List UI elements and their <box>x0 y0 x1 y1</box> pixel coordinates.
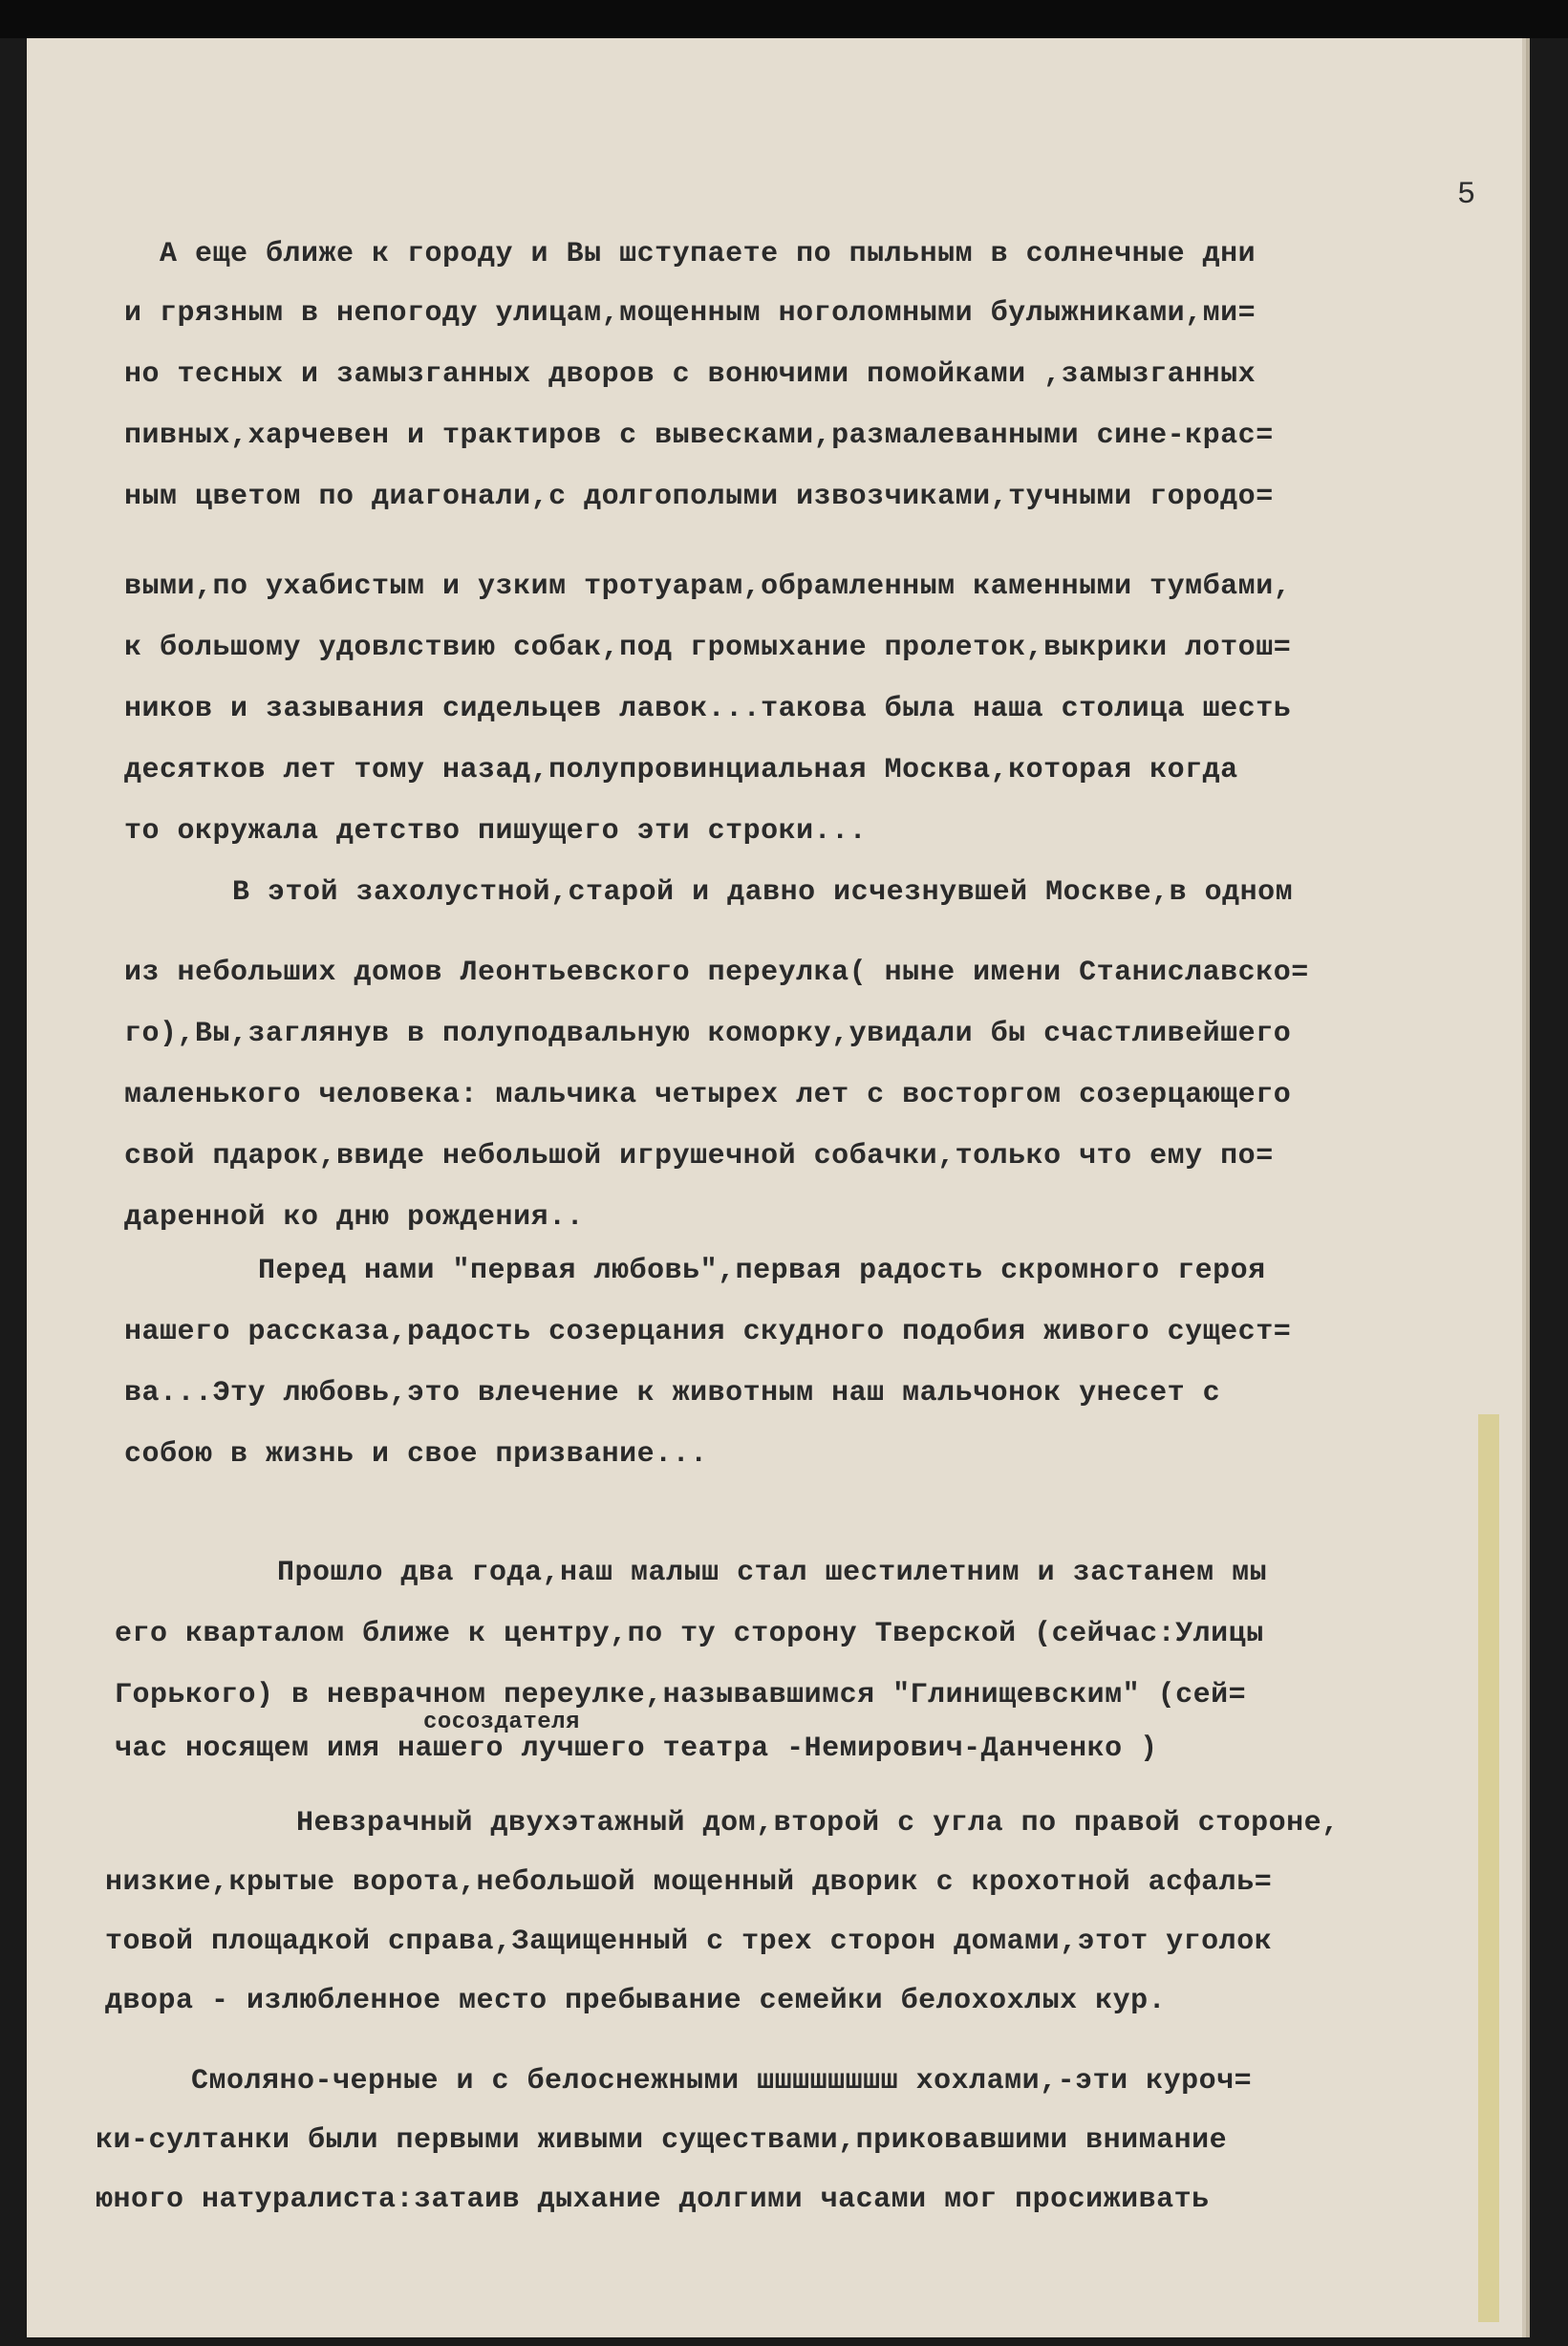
text-line: Смоляно-черные и с белоснежными шшшшшшшш хохлами,-эти куроч= <box>191 2065 1253 2098</box>
text-line: но тесных и замызганных дворов с вонючими помойками ,замызганных <box>124 358 1257 391</box>
text-line: свой пдарок,ввиде небольшой игрушечной собачки,только что ему по= <box>124 1140 1274 1173</box>
text-line: ным цветом по диагонали,с долгополыми извозчиками,тучными городо= <box>124 481 1274 513</box>
text-line: десятков лет тому назад,полупровинциальная Москва,которая когда <box>124 754 1238 786</box>
text-line: к большому удовлствию собак,под громыхание пролеток,выкрики лотош= <box>124 632 1292 664</box>
text-line: выми,по ухабистым и узким тротуарам,обрамленным каменными тумбами, <box>124 570 1292 603</box>
interlinear-insertion: сосоздателя <box>423 1710 580 1735</box>
text-line: товой площадкой справа,Защищенный с трех сторон домами,этот уголок <box>105 1926 1273 1958</box>
text-line: час носящем имя нашего лучшего театра -Немирович-Данченко ) <box>115 1733 1158 1765</box>
text-line: Прошло два года,наш малыш стал шестилетним и застанем мы <box>277 1557 1268 1589</box>
text-line: Невзрачный двухэтажный дом,второй с угла по правой стороне, <box>296 1807 1340 1840</box>
text-line: двора - излюбленное место пребывание семейки белохохлых кур. <box>105 1985 1167 2017</box>
text-line: ва...Эту любовь,это влечение к животным наш мальчонок унесет с <box>124 1377 1221 1410</box>
scanner-top-border <box>0 0 1568 38</box>
text-line: юного натуралиста:затаив дыхание долгими часами мог просиживать <box>96 2184 1210 2216</box>
text-line: Перед нами "первая любовь",первая радость скромного героя <box>258 1255 1266 1287</box>
text-line: даренной ко дню рождения.. <box>124 1201 585 1234</box>
page-edge-strip <box>1478 1414 1499 2322</box>
text-line: то окружала детство пишущего эти строки... <box>124 815 868 848</box>
text-line: Горького) в неврачном переулке,называвшимся "Глинищевским" (сей= <box>115 1679 1247 1711</box>
text-line: В этой захолустной,старой и давно исчезнувшей Москве,в одном <box>232 876 1294 909</box>
text-line: ников и зазывания сидельцев лавок...такова была наша столица шесть <box>124 693 1292 725</box>
text-line: собою в жизнь и свое призвание... <box>124 1438 708 1471</box>
text-line: го),Вы,заглянув в полуподвальную коморку,увидали бы счастливейшего <box>124 1018 1292 1050</box>
text-line: А еще ближе к городу и Вы шступаете по пыльным в солнечные дни <box>160 238 1257 270</box>
text-line: его кварталом ближе к центру,по ту сторону Тверской (сейчас:Улицы <box>115 1618 1264 1650</box>
text-line: и грязным в непогоду улицам,мощенным ноголомными булыжниками,ми= <box>124 297 1257 330</box>
text-line: нашего рассказа,радость созерцания скудного подобия живого сущест= <box>124 1316 1292 1348</box>
text-line: маленького человека: мальчика четырех лет с восторгом созерцающего <box>124 1079 1292 1111</box>
page-number: 5 <box>1457 177 1476 212</box>
text-line: из небольших домов Леонтьевского переулка( ныне имени Станиславско= <box>124 957 1309 989</box>
text-line: ки-султанки были первыми живыми существами,приковавшими внимание <box>96 2124 1228 2157</box>
text-line: пивных,харчевен и трактиров с вывесками,размалеванными сине-крас= <box>124 420 1274 452</box>
text-line: низкие,крытые ворота,небольшой мощенный дворик с крохотной асфаль= <box>105 1866 1273 1899</box>
